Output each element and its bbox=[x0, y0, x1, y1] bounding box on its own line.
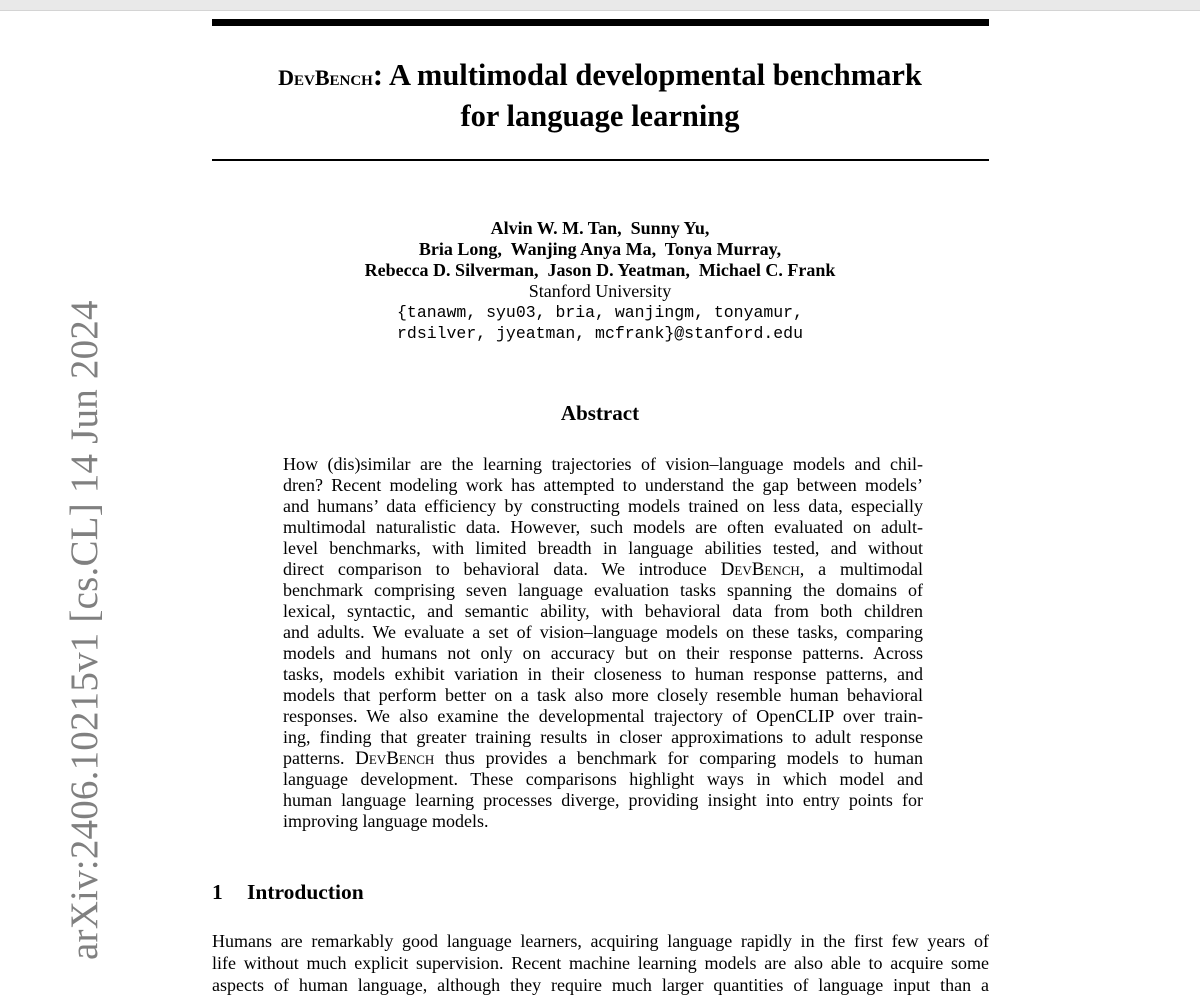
arxiv-identifier: arXiv:2406.10215v1 [cs.CL] 14 Jun 2024 bbox=[63, 300, 106, 960]
email-line-1: {tanawm, syu03, bria, wanjingm, tonyamur, bbox=[397, 303, 803, 322]
section-title: Introduction bbox=[247, 880, 364, 904]
abstract-text: , a multimodal bbox=[799, 559, 923, 579]
abstract-line: How (dis)similar are the learning trajectories of vision–language models and chil- bbox=[283, 454, 923, 474]
abstract-line: models and humans not only on accuracy but on their response patterns. Across bbox=[283, 643, 923, 663]
author-line-3: Rebecca D. Silverman, Jason D. Yeatman, Michael C. Frank bbox=[364, 260, 836, 280]
abstract-text: patterns. bbox=[283, 748, 356, 768]
abstract-line: and humans’ data efficiency by constructing models trained on less data, especially bbox=[283, 496, 923, 516]
abstract-line bbox=[283, 559, 923, 580]
abstract-body bbox=[283, 454, 923, 832]
author-line-2: Bria Long, Wanjing Anya Ma, Tonya Murray, bbox=[418, 239, 782, 259]
devbench-smallcaps: DevBench bbox=[720, 559, 800, 580]
abstract-line: benchmark comprising seven language evaluation tasks spanning the domains of bbox=[283, 580, 923, 600]
abstract-line: human language learning processes diverge, providing insight into entry points for bbox=[283, 790, 923, 810]
title-line-2: for language learning bbox=[460, 99, 740, 133]
abstract-line: level benchmarks, with limited breadth in language abilities tested, and without bbox=[283, 538, 923, 558]
intro-line: aspects of human language, although they require much larger quantities of language input than a bbox=[212, 975, 989, 995]
abstract-line: language development. These comparisons highlight ways in which model and bbox=[283, 769, 923, 789]
abstract-text: thus provides a benchmark for comparing models to human bbox=[434, 748, 923, 768]
abstract-line: lexical, syntactic, and semantic ability, with behavioral data from both children bbox=[283, 601, 923, 621]
abstract-line: ing, finding that greater training results in closer approximations to adult response bbox=[283, 727, 923, 747]
abstract-line: multimodal naturalistic data. However, such models are often evaluated on adult- bbox=[283, 517, 923, 537]
abstract-heading: Abstract bbox=[560, 401, 640, 425]
abstract-line: improving language models. bbox=[283, 811, 489, 831]
abstract-text: direct comparison to behavioral data. We introduce bbox=[283, 559, 721, 579]
abstract-line: and adults. We evaluate a set of vision–language models on these tasks, comparing bbox=[283, 622, 923, 642]
abstract-line bbox=[283, 748, 923, 769]
title-top-rule bbox=[212, 19, 989, 26]
email-line-2: rdsilver, jyeatman, mcfrank}@stanford.edu bbox=[397, 324, 803, 343]
title-line-1-rest: : A multimodal developmental benchmark bbox=[372, 58, 922, 92]
section-heading-introduction bbox=[212, 880, 364, 905]
affiliation: Stanford University bbox=[528, 281, 672, 301]
title-smallcaps: DevBench bbox=[278, 65, 373, 90]
abstract-line: responses. We also examine the developmental trajectory of OpenCLIP over train- bbox=[283, 706, 923, 726]
paper-title bbox=[150, 56, 1050, 135]
intro-line: life without much explicit supervision. Recent machine learning models are also able to acquire some bbox=[212, 953, 989, 973]
author-line-1: Alvin W. M. Tan, Sunny Yu, bbox=[490, 218, 710, 238]
devbench-smallcaps: DevBench bbox=[355, 748, 435, 769]
title-line-1 bbox=[150, 56, 1050, 97]
abstract-line: models that perform better on a task also more closely resemble human behavioral bbox=[283, 685, 923, 705]
intro-line: Humans are remarkably good language learners, acquiring language rapidly in the first few years of bbox=[212, 931, 989, 951]
author-block bbox=[250, 218, 950, 344]
abstract-line: tasks, models exhibit variation in their closeness to human response patterns, and bbox=[283, 664, 923, 684]
section-number: 1 bbox=[212, 880, 223, 904]
title-bottom-rule bbox=[212, 159, 989, 161]
abstract-line: dren? Recent modeling work has attempted to understand the gap between models’ bbox=[283, 475, 923, 495]
author-names bbox=[250, 218, 950, 281]
introduction-body bbox=[212, 930, 989, 996]
viewer-top-strip bbox=[0, 0, 1200, 11]
